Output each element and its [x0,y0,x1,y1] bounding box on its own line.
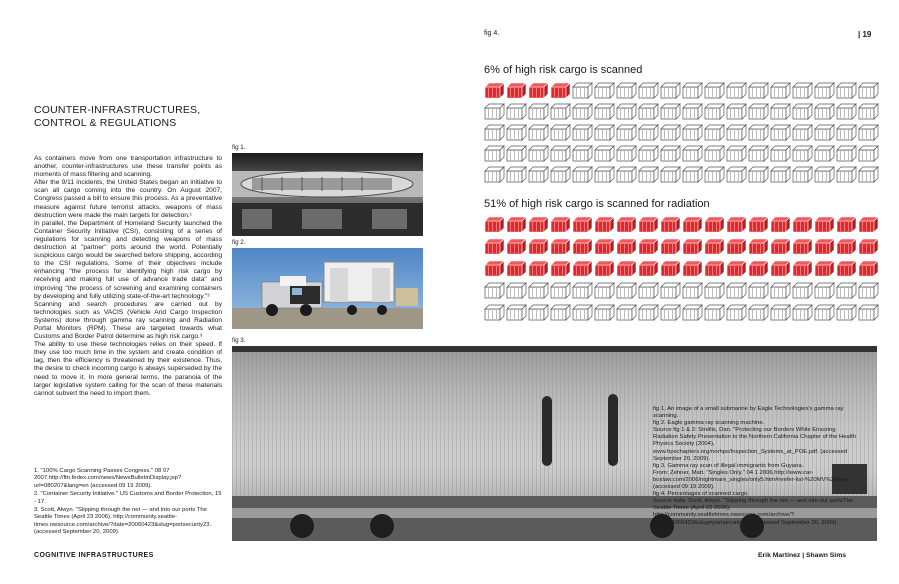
caption-line: fig 1. An image of a small submarine by Eagle Technologies's gamma ray scanning. [653,406,844,420]
container-icon-scanned [595,217,614,232]
container-icon-scanned [859,261,878,276]
fig4-label: fig 4. [484,30,500,37]
container-icon-scanned [793,217,812,232]
container-icon-unscanned [705,125,724,140]
body-paragraph: The ability to use these technologies relies on their speed. If they use too much time in the system and create condition of lag, then the efficiency is threatened by their existence. Thus, the desire to check incoming cargo is always superseded by the need to move it. In more general terms, the paranoia of the larger legislative system calling for the scan of these materials cannot subvert the need to import them. [34,341,222,397]
container-icon-unscanned [837,83,856,98]
container-icon-unscanned [617,283,636,298]
container-icon-scanned [749,239,768,254]
container-icon-scanned [815,217,834,232]
container-icon-unscanned [595,167,614,182]
container-icon-scanned [529,83,548,98]
container-icon-unscanned [771,83,790,98]
container-icon-unscanned [859,104,878,119]
container-icon-scanned [639,239,658,254]
container-icon-unscanned [727,305,746,320]
container-icon-scanned [771,217,790,232]
fig2-label: fig 2. [232,239,246,246]
container-icon-scanned [573,217,592,232]
container-icon-unscanned [749,104,768,119]
container-icon-unscanned [727,83,746,98]
container-icon-unscanned [551,146,570,161]
fig3-label: fig 3. [232,337,246,344]
container-icon-scanned [661,239,680,254]
container-icon-scanned [507,261,526,276]
container-icon-unscanned [683,104,702,119]
container-icon-scanned [683,217,702,232]
container-icon-unscanned [485,104,504,119]
container-icon-unscanned [727,146,746,161]
container-icon-scanned [793,239,812,254]
container-icon-unscanned [639,146,658,161]
container-icon-unscanned [595,104,614,119]
container-icon-unscanned [485,167,504,182]
container-icon-unscanned [639,104,658,119]
container-icon-unscanned [485,125,504,140]
container-icon-scanned [485,239,504,254]
container-icon-unscanned [793,305,812,320]
container-icon-unscanned [529,125,548,140]
caption-line: fig 2. Eagle gamma ray scanning machine. [653,420,765,427]
container-icon-unscanned [617,125,636,140]
section-heading [34,104,200,130]
chart-6pct-pictogram [484,82,880,187]
container-icon-unscanned [837,167,856,182]
container-icon-unscanned [705,283,724,298]
container-icon-unscanned [793,146,812,161]
container-icon-unscanned [705,146,724,161]
container-icon-unscanned [705,104,724,119]
container-icon-scanned [485,261,504,276]
container-icon-unscanned [749,146,768,161]
container-icon-unscanned [661,305,680,320]
container-icon-unscanned [705,83,724,98]
container-icon-scanned [727,261,746,276]
caption-line: fig 4. Percentages of scanned cargo. [653,491,749,498]
container-icon-unscanned [639,83,658,98]
container-icon-scanned [617,239,636,254]
container-icon-unscanned [507,146,526,161]
body-text [34,155,222,398]
body-paragraph: As containers move from one transportation infrastructure to another, counter-infrastructures use these transfer points as moments of mass filtering and scanning. [34,155,222,179]
container-icon-unscanned [507,167,526,182]
container-icon-scanned [749,261,768,276]
container-icon-unscanned [837,104,856,119]
container-icon-unscanned [485,305,504,320]
container-icon-scanned [507,83,526,98]
container-icon-unscanned [639,167,658,182]
container-icon-unscanned [661,104,680,119]
container-icon-unscanned [749,167,768,182]
container-icon-scanned [485,217,504,232]
container-icon-scanned [507,239,526,254]
container-icon-unscanned [595,146,614,161]
container-icon-unscanned [727,125,746,140]
container-icon-scanned [815,261,834,276]
fig2-scanning-machine-photo [232,248,423,329]
container-icon-unscanned [617,104,636,119]
container-icon-scanned [639,261,658,276]
container-icon-scanned [661,217,680,232]
container-icon-unscanned [859,283,878,298]
container-icon-scanned [573,239,592,254]
container-icon-scanned [595,239,614,254]
container-icon-unscanned [573,283,592,298]
container-icon-unscanned [573,167,592,182]
container-icon-unscanned [859,305,878,320]
container-icon-unscanned [705,167,724,182]
container-icon-scanned [573,261,592,276]
container-icon-unscanned [573,125,592,140]
container-icon-scanned [617,217,636,232]
container-icon-scanned [815,239,834,254]
container-icon-unscanned [551,104,570,119]
fig1-label: fig 1. [232,144,246,151]
container-icon-unscanned [749,283,768,298]
container-icon-unscanned [595,83,614,98]
container-icon-scanned [551,261,570,276]
container-icon-unscanned [485,146,504,161]
caption-line: Source fig 1 & 2: Strellis, Dan. "Protecting our Borders While Ensuring Radiation Safety Presentation to the Northern California Chapter of the Health Physics Society (2004), www.hpschapters.org/norhps/Inspection_Systems_at_POE.pdf. (accessed September 20, 2009). [653,427,857,462]
container-icon-unscanned [551,283,570,298]
container-icon-unscanned [485,283,504,298]
container-icon-scanned [683,239,702,254]
container-icon-unscanned [837,146,856,161]
container-icon-unscanned [771,283,790,298]
container-icon-unscanned [771,146,790,161]
container-icon-unscanned [793,83,812,98]
caption-line: From: Zehner, Matt. "Singles Only." 04 1 2006.http://www.car-boxlaw.com/2006/nightmare_singles/only5.htm#reefer-list-%20MV%20Ivoy (accessed 09 19 2009). [653,469,849,491]
caption-line: Source data: Scott, Alwyn. "Slipping through the net — and into our portsThe Seattle Times (April 23 2006), http://community.seattletimes.nwsource.com/archive/?date=20060423&slug=portsecurity23. (accessed September 20, 2009). [653,498,853,526]
container-icon-unscanned [661,146,680,161]
container-icon-unscanned [661,83,680,98]
container-icon-scanned [551,239,570,254]
container-icon-unscanned [815,125,834,140]
container-icon-unscanned [507,104,526,119]
footnotes [34,468,224,538]
container-icon-unscanned [507,125,526,140]
container-icon-unscanned [639,283,658,298]
container-icon-scanned [771,261,790,276]
container-icon-unscanned [837,125,856,140]
container-icon-unscanned [859,167,878,182]
container-icon-unscanned [771,305,790,320]
container-icon-unscanned [815,305,834,320]
heading-line-2: CONTROL & REGULATIONS [34,117,177,129]
container-icon-unscanned [573,83,592,98]
container-icon-unscanned [793,167,812,182]
container-icon-scanned [639,217,658,232]
heading-line-1: COUNTER-INFRASTRUCTURES, [34,104,201,116]
container-icon-unscanned [683,125,702,140]
container-icon-scanned [705,217,724,232]
container-icon-unscanned [815,167,834,182]
container-icon-scanned [727,217,746,232]
container-icon-unscanned [661,283,680,298]
container-icon-unscanned [727,167,746,182]
container-icon-unscanned [749,305,768,320]
fig1-submarine-scan-image [232,153,423,236]
footer-authors: Erik Martinez | Shawn Sims [758,552,847,559]
container-icon-unscanned [617,146,636,161]
container-icon-unscanned [793,125,812,140]
container-icon-scanned [771,239,790,254]
container-icon-unscanned [661,125,680,140]
caption-line: fig 3. Gamma ray scan of illegal immigrants from Guyana. [653,462,804,469]
chart-6pct-title: 6% of high risk cargo is scanned [484,64,643,76]
container-icon-scanned [551,83,570,98]
chart-51pct-title: 51% of high risk cargo is scanned for radiation [484,198,710,210]
container-icon-scanned [507,217,526,232]
container-icon-unscanned [815,146,834,161]
container-icon-unscanned [771,104,790,119]
container-icon-unscanned [815,83,834,98]
container-icon-unscanned [617,83,636,98]
container-icon-scanned [727,239,746,254]
container-icon-scanned [551,217,570,232]
container-icon-unscanned [617,305,636,320]
container-icon-unscanned [639,125,658,140]
container-icon-unscanned [815,104,834,119]
container-icon-scanned [837,239,856,254]
container-icon-unscanned [507,283,526,298]
container-icon-unscanned [683,305,702,320]
container-icon-scanned [793,261,812,276]
container-icon-unscanned [639,305,658,320]
container-icon-unscanned [837,305,856,320]
figure-captions [653,406,858,527]
container-icon-unscanned [573,104,592,119]
container-icon-unscanned [661,167,680,182]
container-icon-unscanned [595,125,614,140]
container-icon-scanned [859,239,878,254]
container-icon-unscanned [749,125,768,140]
container-icon-unscanned [793,104,812,119]
container-icon-scanned [705,239,724,254]
container-icon-unscanned [727,104,746,119]
container-icon-scanned [529,239,548,254]
container-icon-scanned [529,217,548,232]
container-icon-unscanned [815,283,834,298]
body-paragraph: In parallel, the Department of Homeland Security launched the Container Security Initiative (CSI), consisting of a series of regulations for scanning and detecting weapons of mass destruction at "partner" ports around the world. Potentially suspicious cargo would be searched before shipping, according to the CSI regulations. Some of their objectives include enhancing "the process for identifying high risk cargo by receiving and making full use of advance trade data" and improving "the process of screening and examining containers by developing and fully utilizing state-of-the-art technology."² [34,219,222,300]
container-icon-unscanned [595,283,614,298]
footer-title: COGNITIVE INFRASTRUCTURES [34,552,154,559]
container-icon-unscanned [551,167,570,182]
container-icon-unscanned [859,146,878,161]
footnote: 1. "100% Cargo Scanning Passes Congress." 08 07 2007.http://ftn.fedex.com/news/NewsBulletinDisplay.jsp?url=080207&lang=en (accessed 09 19 2009). [34,468,182,489]
container-icon-scanned [595,261,614,276]
container-icon-scanned [837,261,856,276]
container-icon-unscanned [573,146,592,161]
container-icon-unscanned [705,305,724,320]
container-icon-unscanned [683,146,702,161]
container-icon-unscanned [529,283,548,298]
container-icon-unscanned [617,167,636,182]
container-icon-unscanned [683,167,702,182]
container-icon-scanned [837,217,856,232]
container-icon-unscanned [507,305,526,320]
container-icon-unscanned [529,146,548,161]
container-icon-scanned [485,83,504,98]
container-icon-scanned [705,261,724,276]
container-icon-unscanned [551,305,570,320]
container-icon-unscanned [529,167,548,182]
container-icon-unscanned [551,125,570,140]
container-icon-unscanned [573,305,592,320]
container-icon-unscanned [683,283,702,298]
footnote: 2. "Container Security Initiative." US Customs and Border Protection, 15 - 17. [34,491,222,505]
footnote: 3. Scott, Alwyn. "Slipping through the net — and into our ports The Seattle Times (April 23 2006), http://community.seattle-times.nwsource.com/archive/?date=20060423&slug=portsecurity23. (accessed September 20, 2009). [34,507,212,536]
container-icon-unscanned [727,283,746,298]
container-icon-unscanned [771,167,790,182]
container-icon-scanned [749,217,768,232]
container-icon-unscanned [529,104,548,119]
body-paragraph: Scanning and search procedures are carried out by technologies such as VACIS (Vehicle And Cargo Inspection Systems) done through gamma ray scanning and Radiation Portal Monitors (RPM). These are targeted towards what Customs and Border Patrol determine as high risk cargo.³ [34,300,222,341]
container-icon-unscanned [683,83,702,98]
container-icon-unscanned [529,305,548,320]
container-icon-unscanned [771,125,790,140]
container-icon-unscanned [859,125,878,140]
container-icon-scanned [529,261,548,276]
container-icon-scanned [661,261,680,276]
container-icon-scanned [683,261,702,276]
container-icon-scanned [859,217,878,232]
container-icon-unscanned [837,283,856,298]
chart-51pct-pictogram [484,216,880,326]
container-icon-scanned [617,261,636,276]
container-icon-unscanned [595,305,614,320]
container-icon-unscanned [859,83,878,98]
body-paragraph: After the 9/11 incidents, the United States began an initiative to scan all cargo coming into the country. On August 2007, Congress passed a bill to ensure this process. As a preventative measure against future terrorist attacks, weapons of mass destruction were made the main targets for detection.¹ [34,179,222,219]
container-icon-unscanned [749,83,768,98]
page-number: | 19 [858,30,872,39]
container-icon-unscanned [793,283,812,298]
